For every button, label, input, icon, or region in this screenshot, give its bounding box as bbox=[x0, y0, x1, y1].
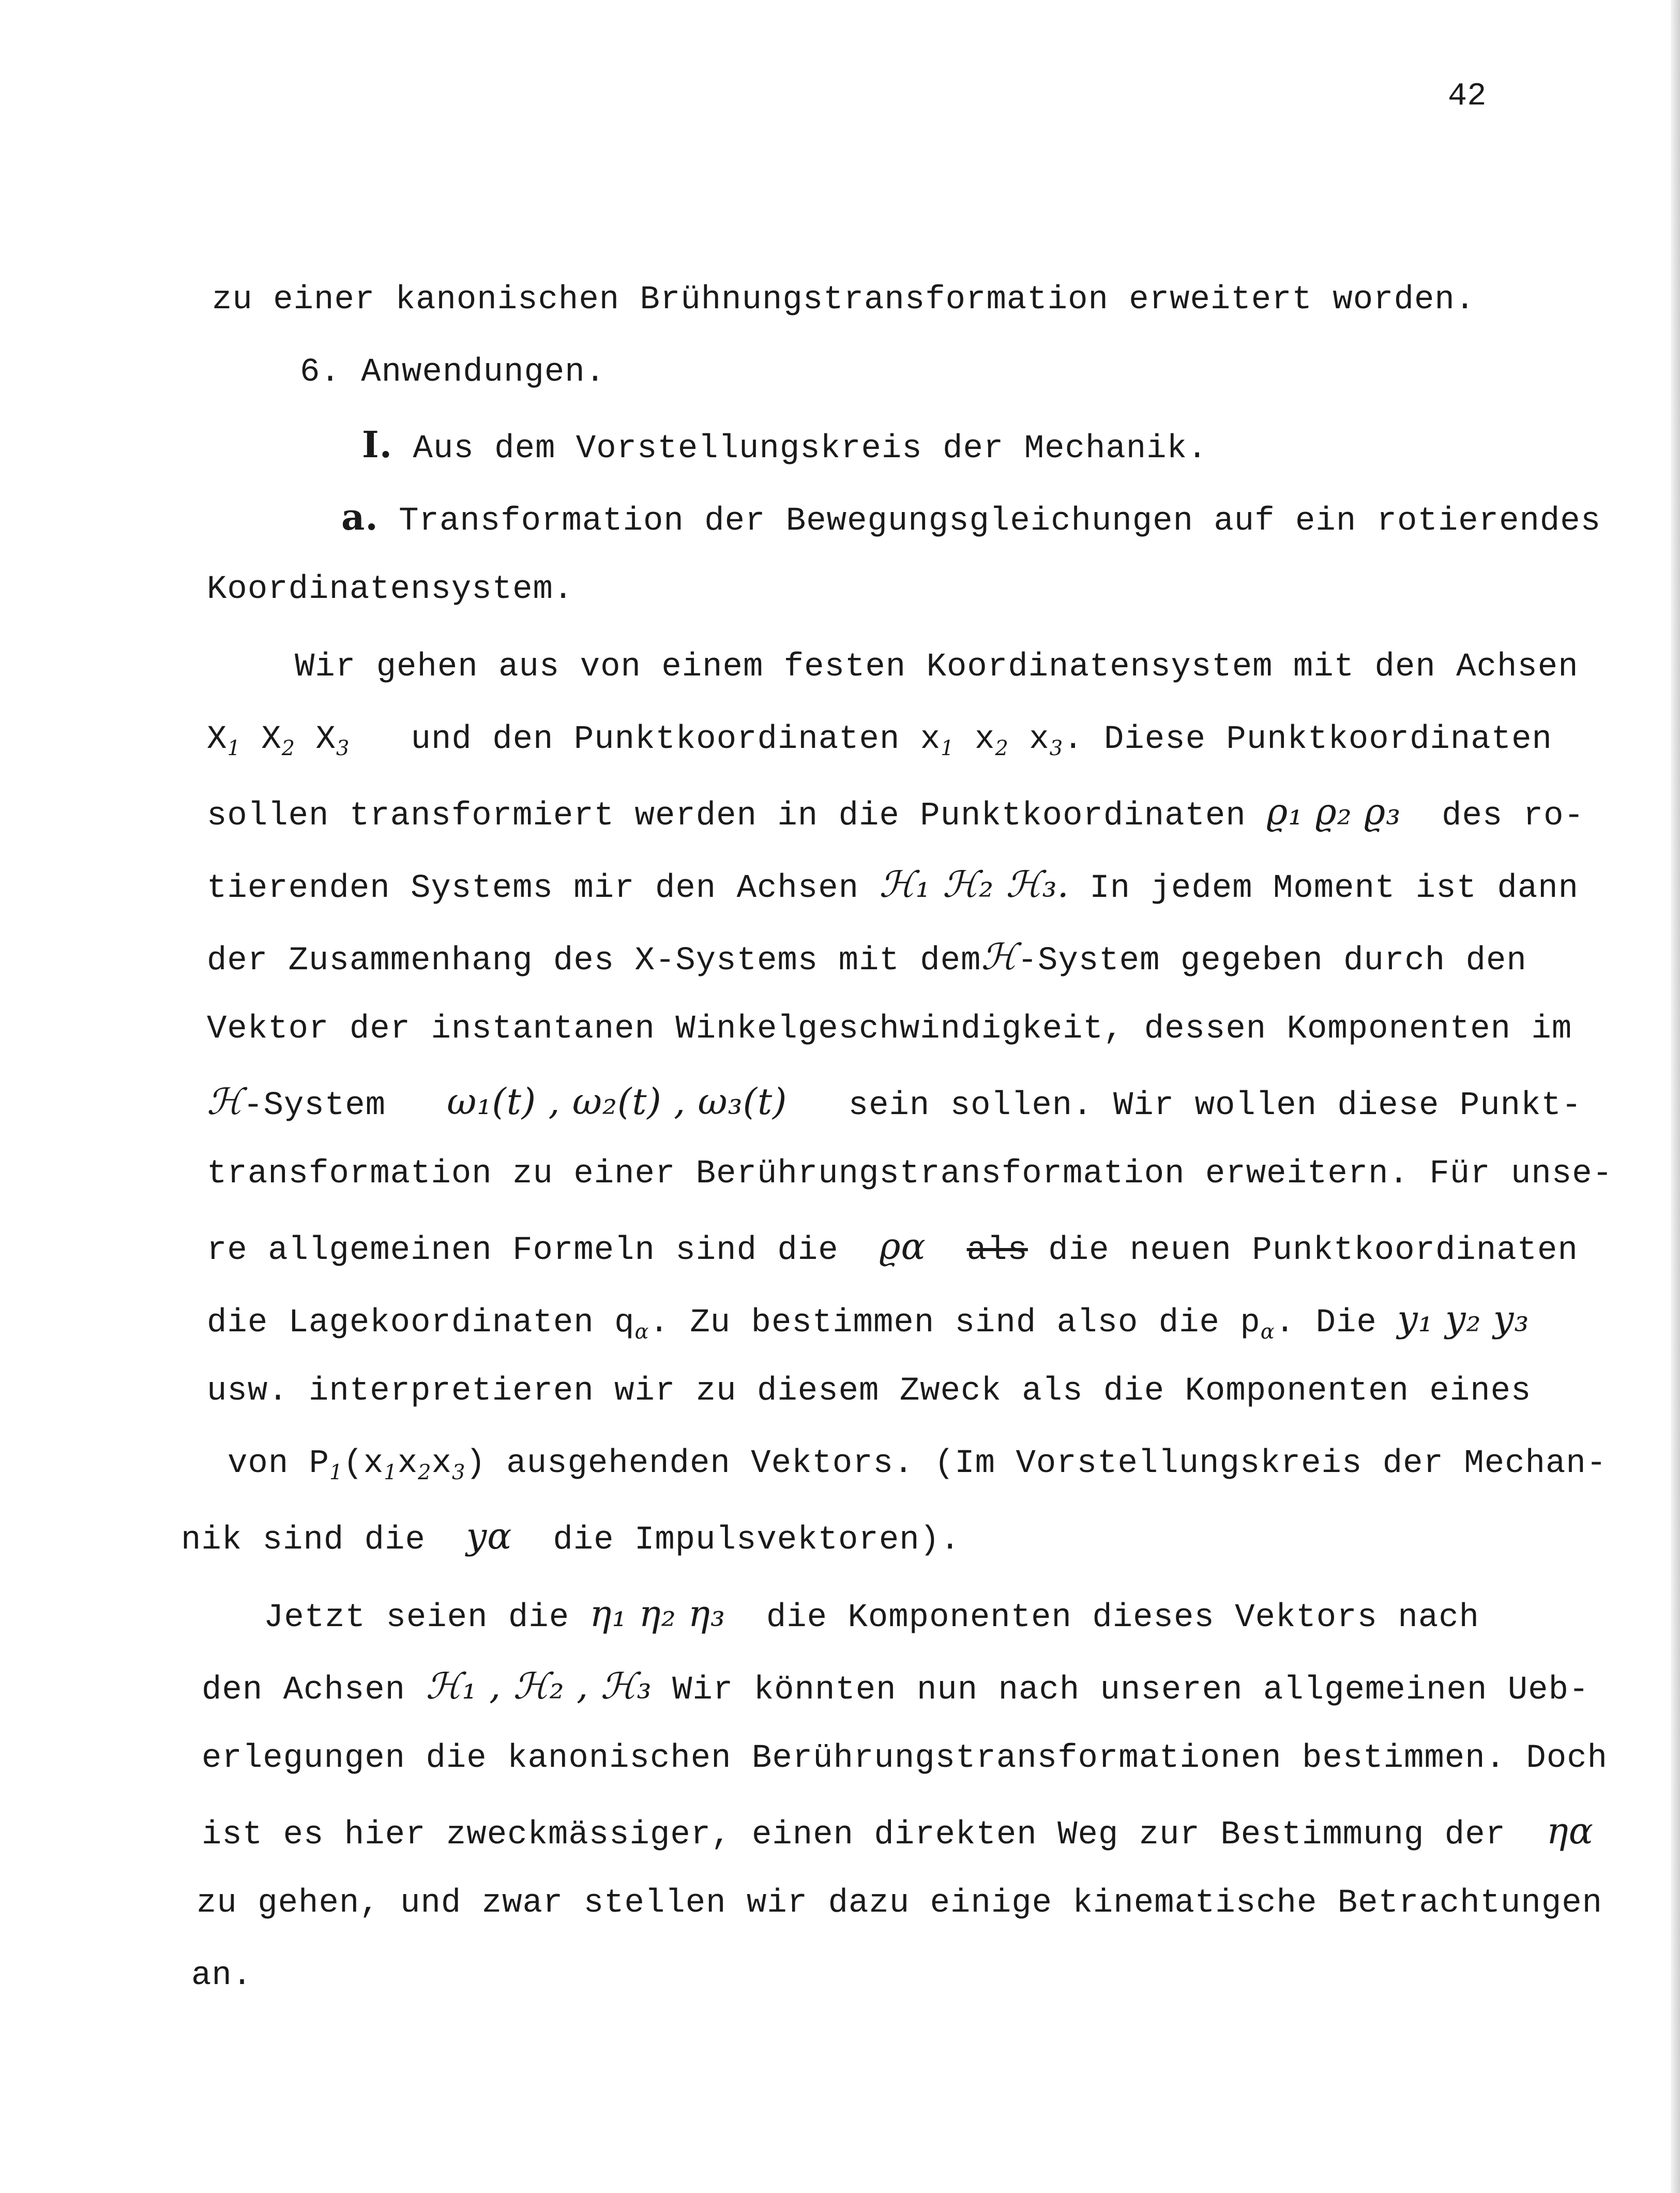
text-line bbox=[207, 1081, 1582, 1126]
line-text: Aus dem Vorstellungskreis der Mechanik. bbox=[413, 430, 1208, 468]
line-text: Wir könnten nun nach unseren allgemeinen Ueb- bbox=[672, 1672, 1590, 1709]
subscript: α bbox=[634, 1320, 649, 1344]
line-text: zu einer kanonischen Brühnungstransformation erweitert worden. bbox=[212, 281, 1476, 319]
line-text: der Zusammenhang des X-Systems mit dem bbox=[207, 942, 981, 980]
text-line bbox=[202, 1738, 1608, 1779]
line-text: (x bbox=[343, 1445, 384, 1482]
line-text: x bbox=[397, 1445, 418, 1482]
line-text: -System gegeben durch den bbox=[1017, 942, 1527, 980]
letter-mark: a. bbox=[341, 495, 379, 538]
subscript: 3 bbox=[452, 1461, 466, 1484]
line-text: des ro- bbox=[1442, 798, 1584, 835]
handwritten-formula: ηα bbox=[1546, 1810, 1594, 1852]
line-text: sollen transformiert werden in die Punktkoordinaten bbox=[207, 798, 1246, 835]
text-line bbox=[202, 1665, 1589, 1711]
page-number: 42 bbox=[1448, 78, 1487, 114]
line-text: die neuen Punktkoordinaten bbox=[1048, 1232, 1578, 1269]
handwritten-formula: ϱ₁ ϱ₂ ϱ₃ bbox=[1266, 791, 1401, 833]
text-line bbox=[207, 1371, 1531, 1412]
roman-numeral-mark: I. bbox=[362, 423, 393, 466]
text-line bbox=[212, 279, 1475, 321]
handwritten-formula: ℋ₁ , ℋ₂ , ℋ₃ bbox=[426, 1665, 652, 1707]
line-text: re allgemeinen Formeln sind die bbox=[207, 1232, 839, 1269]
subscript: α bbox=[1260, 1320, 1275, 1344]
line-text: von P bbox=[228, 1445, 330, 1482]
coord-symbol: x bbox=[1029, 721, 1050, 758]
coord-symbol: x bbox=[975, 721, 995, 758]
line-text: In jedem Moment ist dann bbox=[1089, 870, 1579, 907]
line-text: ist es hier zweckmässiger, einen direkten Weg zur Bestimmung der bbox=[202, 1816, 1506, 1854]
line-text: Wir gehen aus von einem festen Koordinatensystem mit den Achsen bbox=[295, 649, 1579, 686]
line-text: an. bbox=[191, 1957, 253, 1994]
line-text: Transformation der Bewegungsgleichungen auf ein rotierendes bbox=[399, 503, 1601, 540]
handwritten-formula: ϱα bbox=[879, 1225, 926, 1268]
text-line bbox=[207, 936, 1527, 982]
text-line bbox=[207, 864, 1579, 909]
struck-word: als bbox=[966, 1232, 1028, 1269]
axis-symbol: X bbox=[207, 721, 228, 758]
line-text: nik sind die bbox=[181, 1522, 426, 1559]
text-line bbox=[207, 791, 1584, 837]
subscript: 2 bbox=[281, 737, 296, 760]
line-text: und den Punktkoordinaten x bbox=[411, 721, 941, 758]
subscript: 1 bbox=[384, 1461, 398, 1484]
line-text: . Die bbox=[1275, 1304, 1377, 1342]
subscript: 2 bbox=[995, 737, 1009, 760]
line-text: die Komponenten dieses Vektors nach bbox=[766, 1599, 1480, 1636]
text-line bbox=[295, 647, 1579, 688]
line-text: die Impulsvektoren). bbox=[553, 1522, 961, 1559]
section-heading bbox=[300, 352, 606, 393]
handwritten-formula: ℋ₁ ℋ₂ ℋ₃. bbox=[879, 863, 1069, 906]
text-line bbox=[207, 1153, 1613, 1195]
text-line bbox=[207, 1009, 1572, 1050]
text-line bbox=[228, 1443, 1607, 1493]
text-line bbox=[202, 1810, 1594, 1856]
text-line bbox=[207, 1298, 1530, 1353]
text-line bbox=[191, 1955, 252, 1996]
line-text: zu gehen, und zwar stellen wir dazu einige kinematische Betrachtungen bbox=[196, 1885, 1603, 1922]
handwritten-formula: yα bbox=[466, 1515, 512, 1557]
handwritten-formula: y₁ y₂ y₃ bbox=[1397, 1298, 1530, 1340]
line-text: . Zu bestimmen sind also die p bbox=[649, 1304, 1261, 1342]
line-text: usw. interpretieren wir zu diesem Zweck als die Komponenten eines bbox=[207, 1373, 1532, 1410]
text-line bbox=[181, 1515, 960, 1561]
subsubsection-heading bbox=[341, 497, 1601, 542]
subscript: 1 bbox=[941, 737, 955, 760]
line-text: tierenden Systems mir den Achsen bbox=[207, 870, 859, 907]
text-line bbox=[264, 1593, 1479, 1639]
page-edge-shadow bbox=[1671, 0, 1680, 2193]
line-text: x bbox=[431, 1445, 452, 1482]
axis-symbol: X bbox=[261, 721, 282, 758]
line-text: Koordinatensystem. bbox=[207, 571, 574, 608]
axis-symbol: X bbox=[315, 721, 336, 758]
subscript: 1 bbox=[227, 737, 241, 760]
line-text: den Achsen bbox=[202, 1672, 406, 1709]
text-line bbox=[207, 719, 1552, 769]
text-line bbox=[196, 1883, 1602, 1924]
line-text: sein sollen. Wir wollen diese Punkt- bbox=[848, 1087, 1582, 1124]
line-text: 6. Anwendungen. bbox=[300, 354, 606, 391]
line-text: -System bbox=[243, 1087, 386, 1124]
line-text: transformation zu einer Berührungstransformation erweitern. Für unse- bbox=[207, 1155, 1613, 1193]
handwritten-formula: ℋ bbox=[207, 1080, 244, 1123]
text-line bbox=[207, 1226, 1578, 1271]
line-text: Jetzt seien die bbox=[264, 1599, 570, 1636]
line-text: Vektor der instantanen Winkelgeschwindigkeit, dessen Komponenten im bbox=[207, 1011, 1572, 1048]
subsection-heading bbox=[362, 424, 1207, 470]
line-text: die Lagekoordinaten q bbox=[207, 1304, 635, 1342]
text-line bbox=[207, 569, 573, 610]
handwritten-formula: η₁ η₂ η₃ bbox=[589, 1593, 726, 1635]
handwritten-formula: ω₁(t) , ω₂(t) , ω₃(t) bbox=[447, 1080, 788, 1123]
line-text: erlegungen die kanonischen Berührungstransformationen bestimmen. Doch bbox=[202, 1740, 1608, 1777]
subscript: 3 bbox=[1049, 737, 1064, 760]
line-text: . Diese Punktkoordinaten bbox=[1063, 721, 1552, 758]
line-text: ) ausgehenden Vektors. (Im Vorstellungskreis der Mechan- bbox=[465, 1445, 1607, 1482]
subscript: 1 bbox=[329, 1461, 343, 1484]
handwritten-formula: ℋ bbox=[981, 936, 1018, 978]
subscript: 3 bbox=[336, 737, 350, 760]
subscript: 2 bbox=[418, 1461, 432, 1484]
